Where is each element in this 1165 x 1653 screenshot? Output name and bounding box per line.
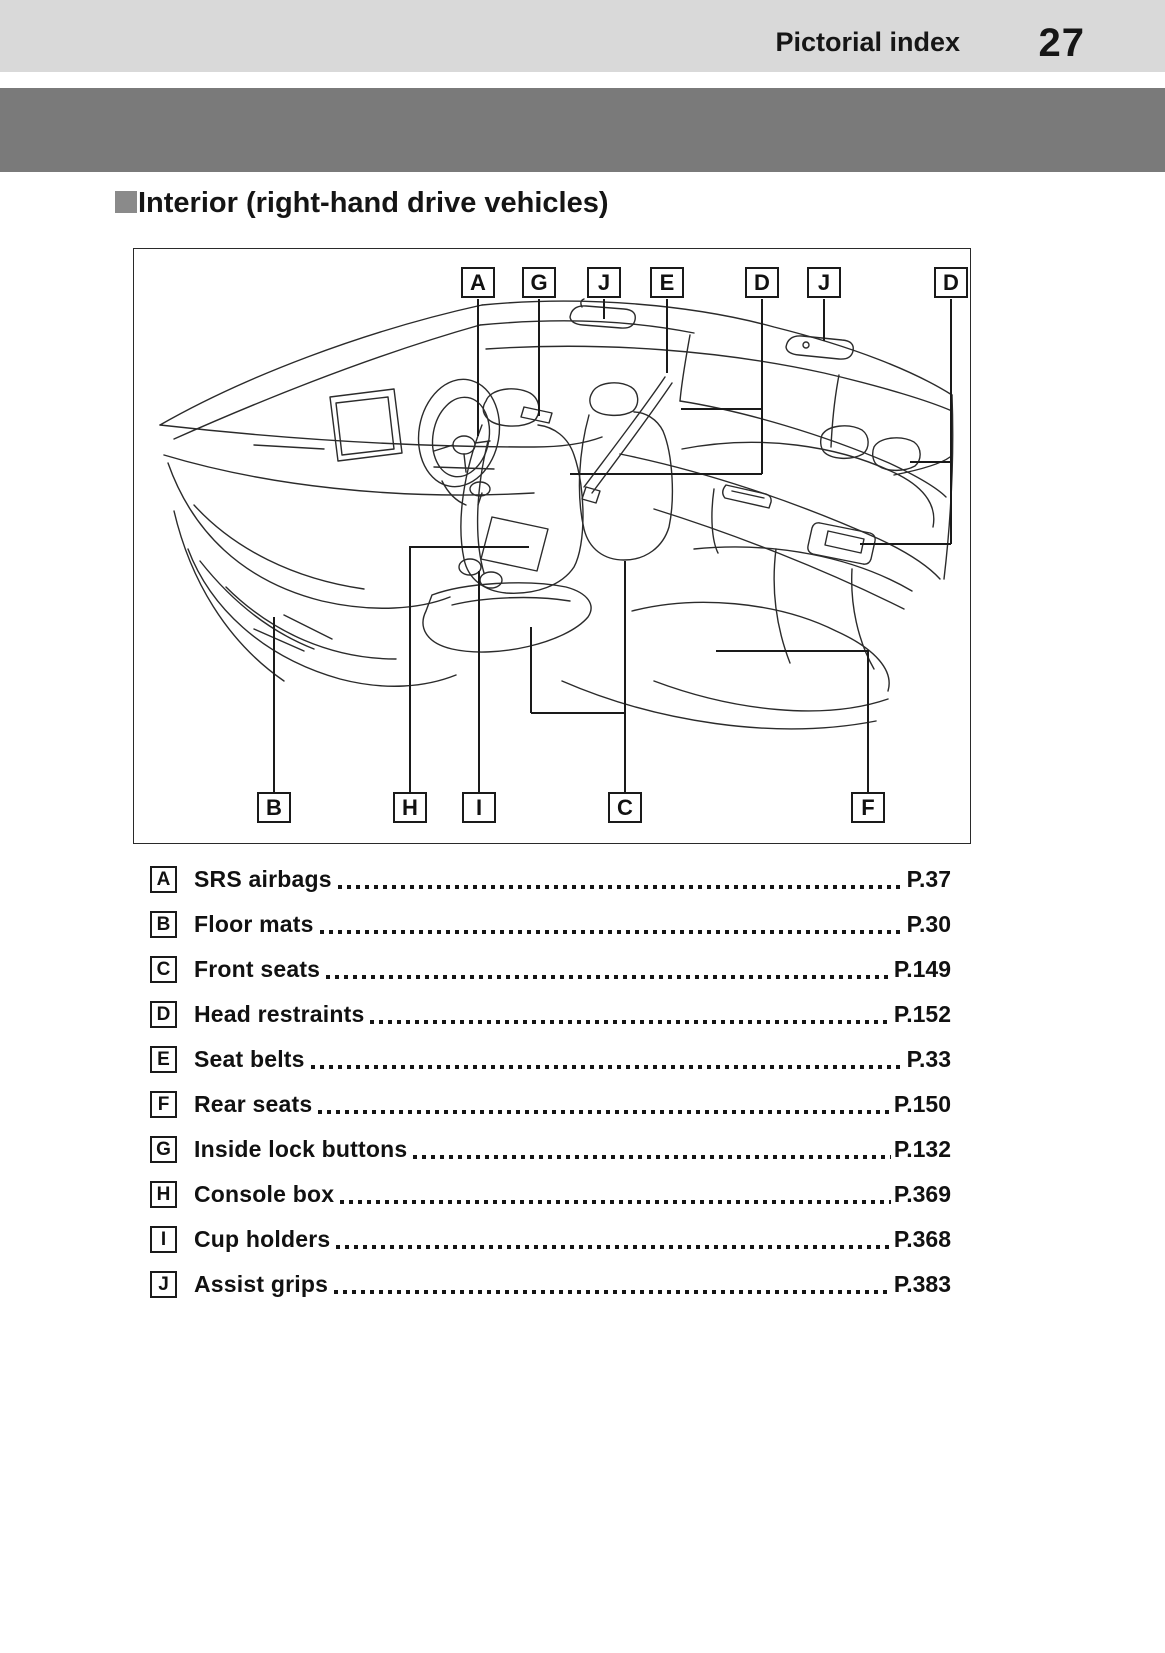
index-page-reference: P.368: [893, 1226, 951, 1252]
car-interior-line-art: [134, 249, 969, 842]
diagram-callout-box: [393, 792, 427, 823]
index-row: [150, 1262, 951, 1307]
index-letter: I: [160, 1228, 167, 1250]
diagram-callout-letter: D: [943, 269, 959, 295]
diagram-callout-letter: A: [470, 269, 486, 295]
section-title-text: Interior (right-hand drive vehicles): [138, 187, 609, 219]
index-page-reference: P.33: [906, 1046, 951, 1072]
index-letter: C: [156, 958, 171, 980]
index-page-reference: P.150: [893, 1091, 951, 1117]
index-item-label: Rear seats: [194, 1091, 313, 1117]
index-row: [150, 992, 951, 1037]
index-letter-box: [150, 1091, 177, 1118]
index-letter: E: [157, 1048, 170, 1070]
index-letter-box: [150, 1181, 177, 1208]
index-row: [150, 947, 951, 992]
index-item-label: Front seats: [194, 956, 321, 982]
diagram-callout-letter: B: [266, 794, 282, 820]
diagram-callout-letter: I: [475, 794, 483, 820]
diagram-callout-box: [745, 267, 779, 298]
index-letter-box: [150, 911, 177, 938]
diagram-callout-letter: H: [402, 794, 418, 820]
interior-diagram: [133, 248, 971, 844]
diagram-callout-box: [934, 267, 968, 298]
index-row: [150, 1217, 951, 1262]
index-item-label: SRS airbags: [194, 866, 332, 892]
diagram-callout-box: [608, 792, 642, 823]
diagram-callout-box: [587, 267, 621, 298]
dot-leader: [370, 1020, 890, 1024]
index-letter-box: [150, 1046, 177, 1073]
index-page-reference: P.132: [893, 1136, 951, 1162]
index-page-reference: P.149: [893, 956, 951, 982]
index-row: [150, 1172, 951, 1217]
diagram-callout-box: [650, 267, 684, 298]
dot-leader: [340, 1200, 891, 1204]
index-page-reference: P.30: [906, 911, 951, 937]
index-item-label: Inside lock buttons: [194, 1136, 408, 1162]
index-page-reference: P.37: [906, 866, 951, 892]
pictorial-index-list: [150, 857, 951, 1307]
index-row: [150, 1082, 951, 1127]
index-letter: A: [156, 868, 171, 890]
index-letter: D: [156, 1003, 171, 1025]
index-item-label: Head restraints: [194, 1001, 365, 1027]
index-letter-box: [150, 1001, 177, 1028]
index-item-label: Seat belts: [194, 1046, 305, 1072]
diagram-callout-box: [257, 792, 291, 823]
section-bullet-square-icon: [115, 191, 137, 213]
index-item-label: Floor mats: [194, 911, 314, 937]
dot-leader: [320, 930, 904, 934]
header-section-title: Pictorial index: [775, 27, 960, 57]
index-letter-box: [150, 956, 177, 983]
index-letter: H: [156, 1183, 171, 1205]
index-row: [150, 857, 951, 902]
section-title: [115, 186, 609, 221]
index-page-reference: P.369: [893, 1181, 951, 1207]
dot-leader: [336, 1245, 890, 1249]
index-letter-box: [150, 1226, 177, 1253]
dot-leader: [413, 1155, 890, 1159]
page-header: [0, 0, 1165, 72]
index-letter-box: [150, 1271, 177, 1298]
index-row: [150, 902, 951, 947]
index-letter-box: [150, 1136, 177, 1163]
index-letter: G: [156, 1138, 171, 1160]
index-item-label: Cup holders: [194, 1226, 331, 1252]
diagram-callout-letter: C: [617, 794, 633, 820]
diagram-callout-letter: J: [597, 269, 611, 295]
index-page-reference: P.152: [893, 1001, 951, 1027]
dot-leader: [311, 1065, 904, 1069]
chapter-band: [0, 88, 1165, 172]
dot-leader: [326, 975, 891, 979]
diagram-callout-letter: G: [530, 269, 548, 295]
diagram-callout-box: [461, 267, 495, 298]
dot-leader: [334, 1290, 891, 1294]
dot-leader: [338, 885, 904, 889]
index-letter: F: [157, 1093, 170, 1115]
index-row: [150, 1127, 951, 1172]
index-letter-box: [150, 866, 177, 893]
diagram-callout-letter: E: [659, 269, 675, 295]
callout-leader-lines: [274, 299, 951, 794]
index-item-label: Assist grips: [194, 1271, 329, 1297]
index-letter: J: [158, 1273, 169, 1295]
index-item-label: Console box: [194, 1181, 335, 1207]
index-page-reference: P.383: [893, 1271, 951, 1297]
diagram-callout-box: [522, 267, 556, 298]
dot-leader: [318, 1110, 891, 1114]
diagram-callout-letter: D: [754, 269, 770, 295]
page-number: 27: [1038, 21, 1085, 65]
index-row: [150, 1037, 951, 1082]
diagram-callout-box: [462, 792, 496, 823]
diagram-callout-letter: J: [817, 269, 831, 295]
index-letter: B: [156, 913, 171, 935]
diagram-callout-box: [807, 267, 841, 298]
diagram-callout-letter: F: [861, 794, 875, 820]
diagram-callout-box: [851, 792, 885, 823]
